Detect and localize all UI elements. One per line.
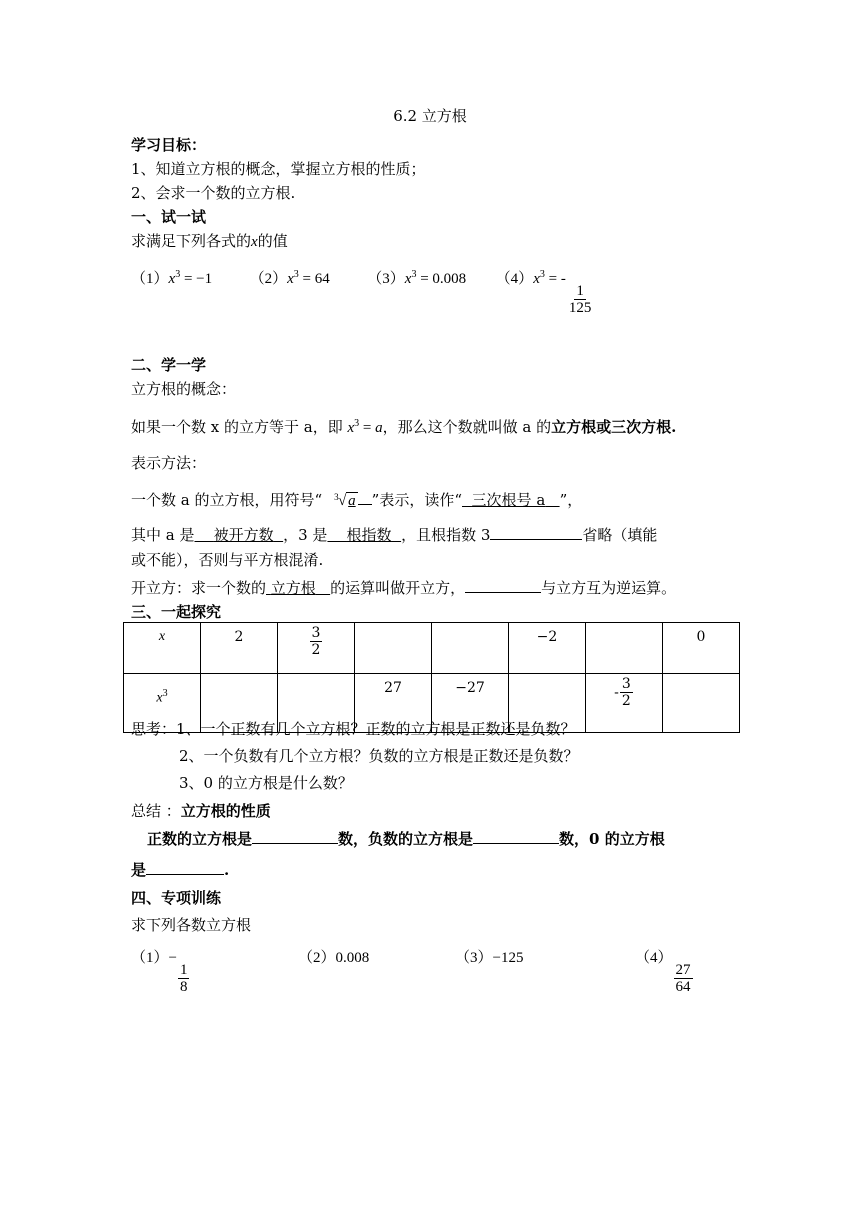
section4-heading: 四、专项训练 <box>131 889 222 907</box>
section1-equations <box>131 265 594 316</box>
section4-prompt: 求下列各数立方根 <box>131 916 252 934</box>
table-cell: - $\frac{3}{2}$ <box>586 674 663 733</box>
table-cell: 27 <box>355 674 432 733</box>
table-row <box>124 623 740 674</box>
think-q3: 3、0 的立方根是什么数？ <box>179 774 353 792</box>
cube-table <box>123 622 740 733</box>
index-line: 其中 a 是 被开方数 ，3 是 根指数 ，且根指数 3 省略（填能 <box>131 526 658 544</box>
exercise-1: （1）− $\frac{1}{8}$ <box>131 950 188 995</box>
table-cell <box>586 623 663 674</box>
section3-heading: 三、一起探究 <box>131 603 222 621</box>
summary-line: 总结 ：立方根的性质 <box>131 802 271 820</box>
think-q2: 2、一个负数有几个立方根？负数的立方根是正数还是负数？ <box>179 747 579 765</box>
exercise-4: （4） $\frac{27}{64}$ <box>635 950 691 995</box>
cube-root-symbol: 3 √ a <box>334 492 356 509</box>
row-label-x3: $x^3$ <box>124 674 201 733</box>
goals-heading: 学习目标： <box>131 136 207 154</box>
table-cell <box>355 623 432 674</box>
goal-item-2: 2、会求一个数的立方根. <box>131 184 296 202</box>
table-cell <box>663 674 740 733</box>
table-cell <box>278 623 355 674</box>
section2-heading: 二、学一学 <box>131 356 207 374</box>
eq-1: $(1)x^3 = -1$ <box>131 269 213 287</box>
table-cell: 0 <box>663 623 740 674</box>
goal-item-1: 1、知道立方根的概念，掌握立方根的性质； <box>131 160 426 178</box>
section1-heading: 一、试一试 <box>131 208 207 226</box>
notation-line: 一个数 a 的立方根，用符号“ 3 √ a ”表示，读作“ 三次根号 a ”， <box>131 491 583 509</box>
table-cell: 2 <box>201 623 278 674</box>
property-line-1: 正数的立方根是 数，负数的立方根是 数，0 的立方根 <box>147 830 665 848</box>
fraction-3-2: $\frac{3}{2}$ <box>311 625 321 658</box>
eq-4: $(4)x^3$ = - $\frac{1}{125}$ <box>495 269 592 316</box>
definition-line: 如果一个数 x 的立方等于 a，即 $x^3 = a$，那么这个数就叫做 a 的立方根或三次方根. <box>131 418 677 436</box>
notation-label: 表示方法： <box>131 454 207 472</box>
fraction-neg-3-2: $\frac{3}{2}$ <box>621 676 631 709</box>
page-title: 6.2 立方根 <box>393 107 467 125</box>
row-label-x: x <box>124 623 201 674</box>
concept-label: 立方根的概念： <box>131 380 237 398</box>
think-q1: 思考：1、一个正数有几个立方根？正数的立方根是正数还是负数？ <box>131 720 576 738</box>
property-line-2: 是 . <box>131 861 230 879</box>
exercise-2: （2）0.008 <box>298 950 370 966</box>
index-line-2: 或不能），否则与平方根混淆. <box>131 551 324 569</box>
table-cell: −2 <box>509 623 586 674</box>
eq-3: $(3)x^3 = 0.008$ <box>367 269 467 287</box>
section1-prompt: 求满足下列各式的x的值 <box>131 232 288 250</box>
table-cell <box>432 623 509 674</box>
exercise-3: （3）−125 <box>455 950 524 966</box>
eq-2: $(2)x^3 = 64$ <box>249 269 330 287</box>
operation-line: 开立方：求一个数的 立方根 的运算叫做开立方， 与立方互为逆运算。 <box>131 579 677 597</box>
table-cell: −27 <box>432 674 509 733</box>
